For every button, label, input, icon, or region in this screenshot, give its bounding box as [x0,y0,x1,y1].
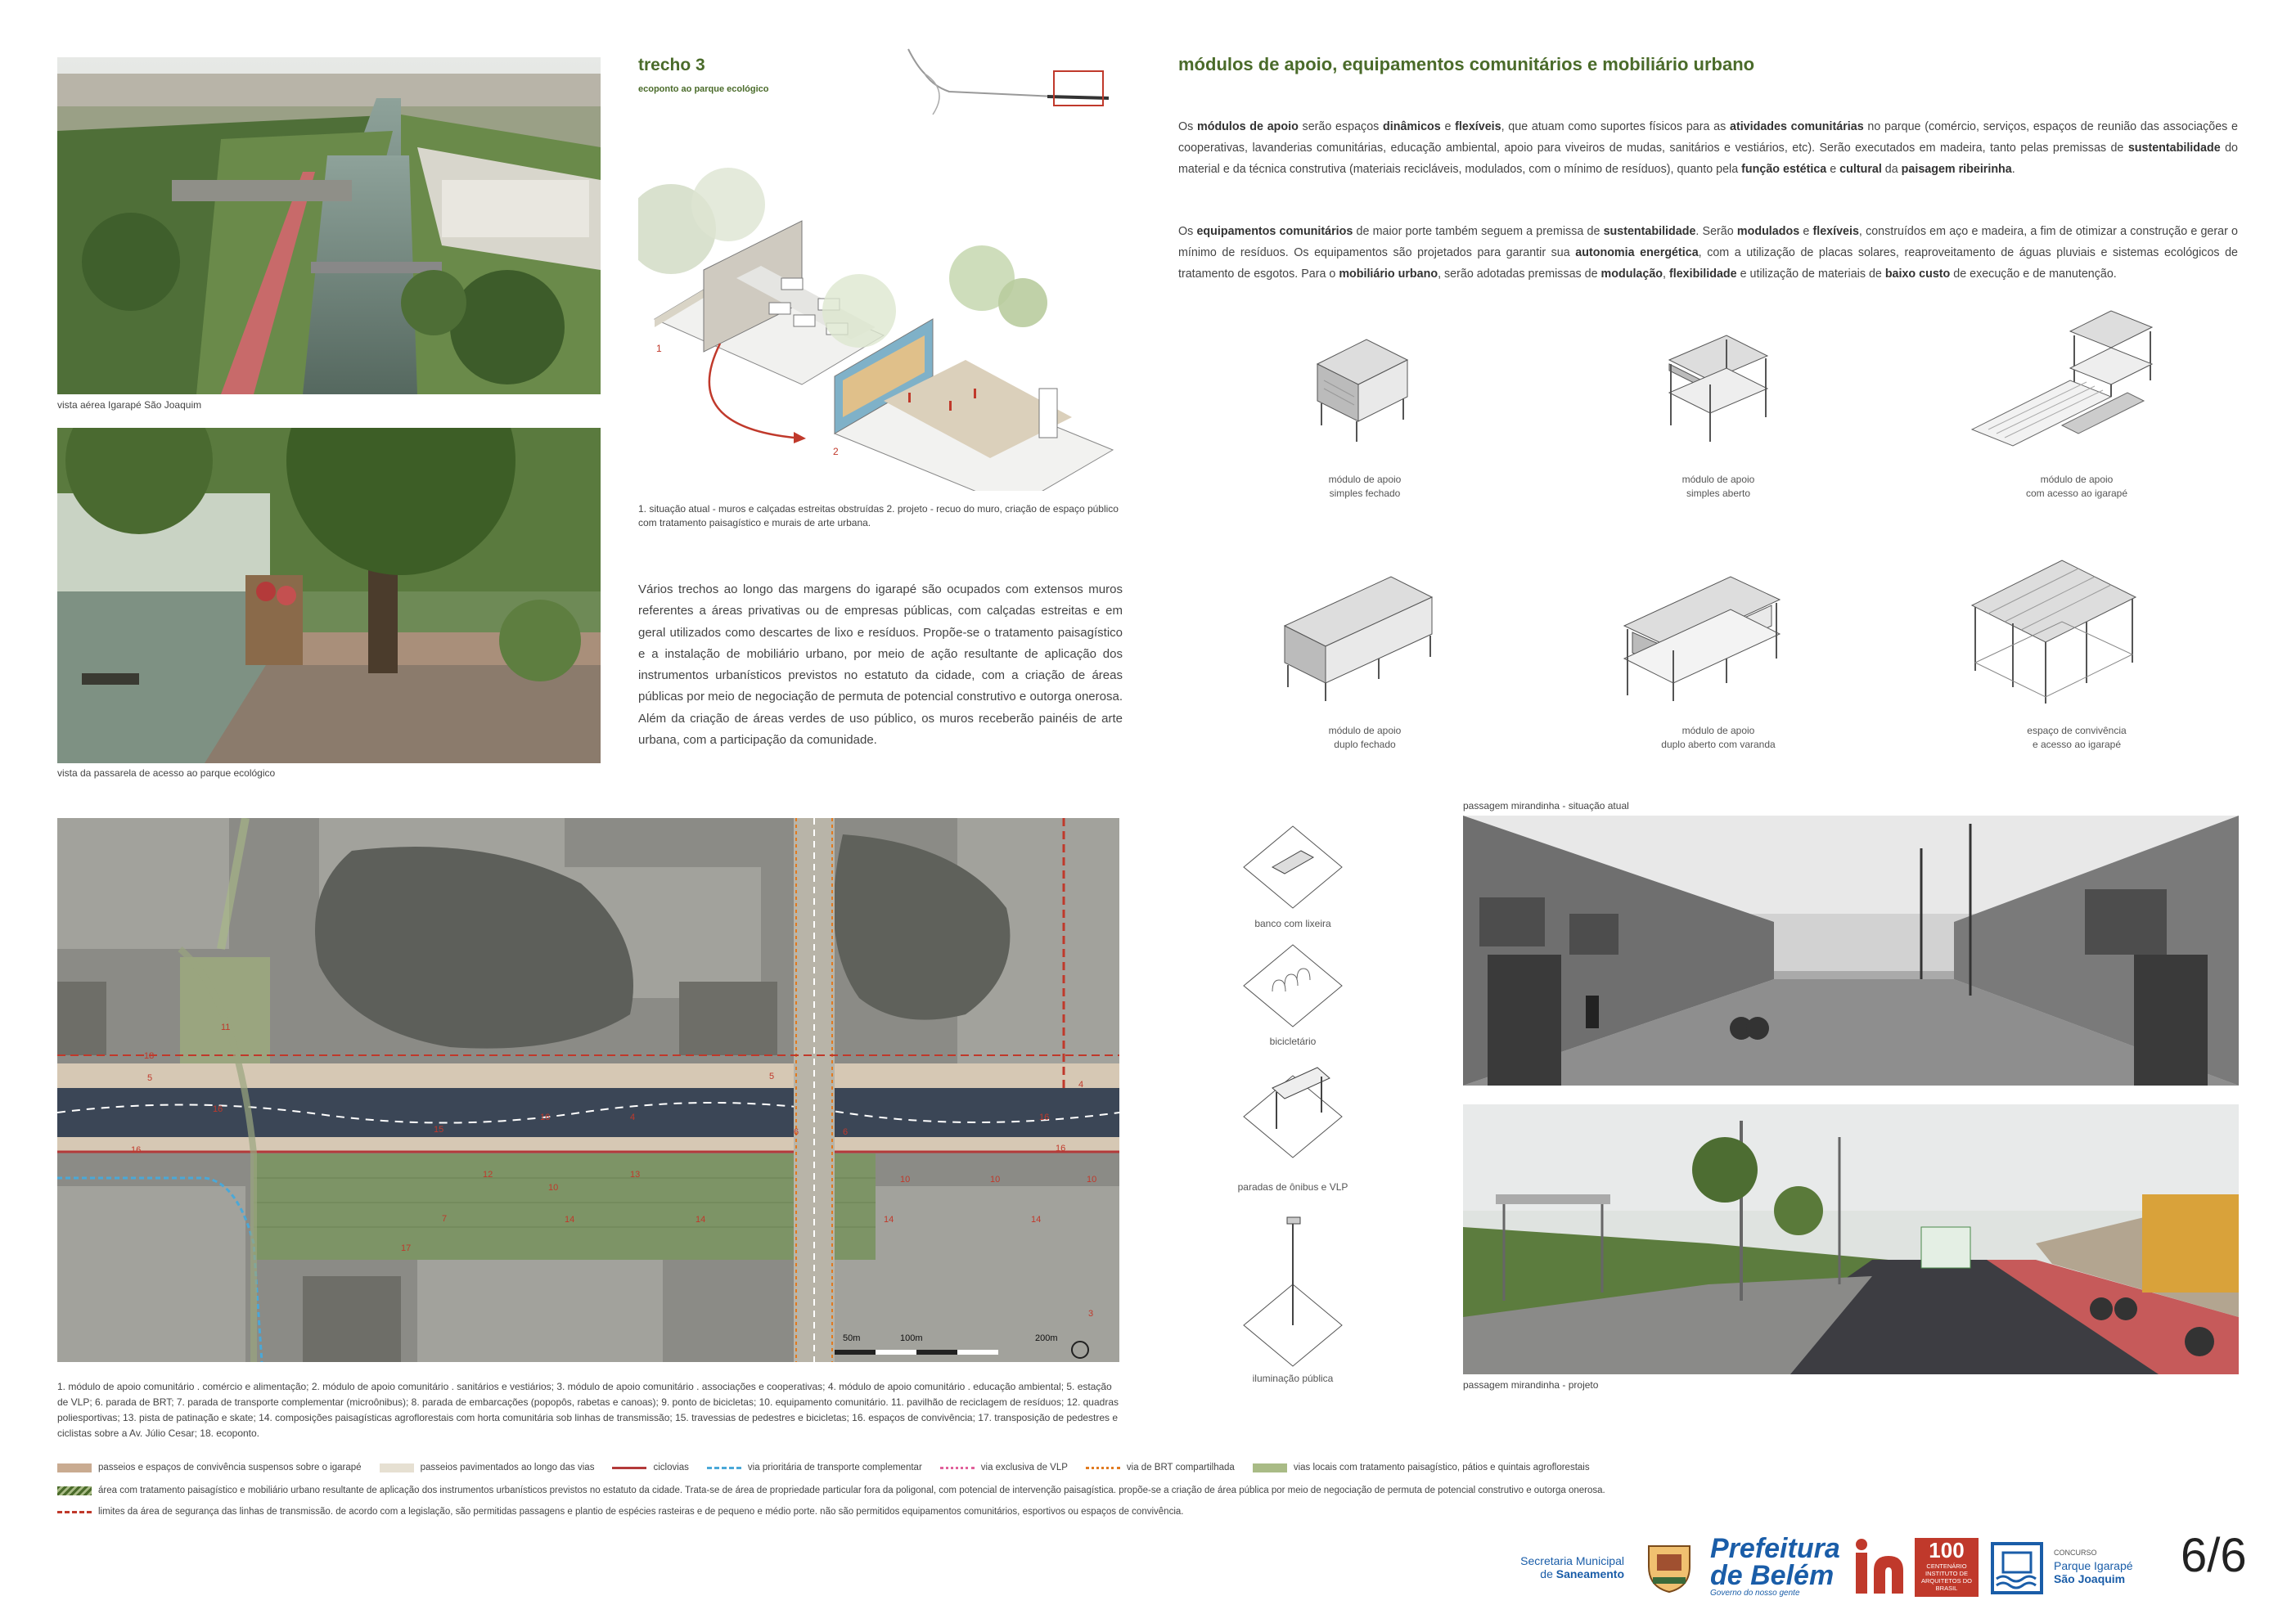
street-project-photo [1463,1104,2239,1374]
map-number: 13 [630,1170,641,1180]
paragraph-run: módulos de apoio [1197,120,1299,133]
paragraph-run: sustentabilidade [1603,225,1696,238]
bench-icon [1240,822,1346,912]
paragraph-run: equipamentos comunitários [1196,225,1353,238]
paragraph-run: função estética [1741,163,1827,176]
map-number: 16 [131,1145,142,1155]
paragraph-run: . Serão [1695,225,1737,238]
map-notes: 1. módulo de apoio comunitário . comércio e alimentação; 2. módulo de apoio comunitário . sanitários e vestiários; 3. módulo de apoio comunitário . associações e cooperativas; 4. módulo de apoio comunitário . educação ambiental; 5. estação de VLP; 6. parada de BRT; 7. parada de transporte complementar (microônibus); 8. parada de embarcações (popopôs, rabetas e canoas); 9. ponto de bicicletas; 10. equipamento comunitário. 11. pavilhão de reciclagem de resíduos; 12. quadras poliesportivas; 13. pista de patinação e skate; 14. composições paisagísticas agroflorestais com horta comunitária sob linhas de transmissão; 15. travessias de pedestres e bicicletas; 16. espaços de convivência; 17. transposição de pedestres e ciclistas sobre a Av. Júlio Cesar; 18. ecoponto. [57,1381,1119,1439]
paragraph-run: de maior porte também seguem a premissa de [1353,225,1604,238]
map-number: 15 [434,1125,444,1135]
logo-sec-line1: Secretaria Municipal [1520,1554,1624,1567]
module-simple-open-icon [1653,327,1784,446]
paragraph-run: dinâmicos [1383,120,1441,133]
furniture-label-bus-stop: paradas de ônibus e VLP [1237,1181,1348,1193]
axon-diagram [638,155,1129,491]
map-number: 11 [221,1023,231,1032]
legend-label: vias locais com tratamento paisagístico, pátios e quintais agroflorestais [1293,1463,1590,1472]
paragraph-run: atividades comunitárias [1730,120,1864,133]
bus-stop-icon [1240,1055,1346,1162]
map-number: 17 [401,1243,412,1253]
legend-swatch-icon [380,1463,414,1472]
paragraph-modules [1178,116,2238,180]
street-current-photo [1463,816,2239,1086]
legend-label: via prioritária de transporte complementar [747,1463,922,1472]
boardwalk-caption: vista da passarela de acesso ao parque ecológico [57,767,276,779]
paragraph-run: modulação [1600,268,1663,281]
axon-label-2: 2 [833,446,839,457]
map-number: 6 [794,1127,799,1137]
map-number: 14 [696,1215,706,1225]
map-number: 4 [630,1113,636,1122]
legend-row-1 [57,1463,1939,1472]
module-double-open-veranda-icon [1616,569,1788,704]
legend-item [707,1463,922,1472]
left-paragraph: Vários trechos ao longo das margens do igarapé são ocupados com extensos muros referentes a áreas privativas ou de empresas públicas, com calçadas estreitas e em geral utilizados como descartes de lixo e resíduos. Propõe-se o tratamento paisagístico e a instalação de mobiliário urbano, por meio de ação resultante de aplicação dos instrumentos urbanísticos previstos no estatuto da cidade, com a criação de áreas públicas por meio de negociação de permuta de potencial construtivo e outorga onerosa. Além da criação de áreas verdes de uso público, os muros receberão painéis de arte urbana, com a participação da comunidade. [638,582,1123,748]
paragraph-run: e [1440,120,1456,133]
map-number: 10 [1087,1175,1097,1185]
parque-logo-icon [1990,1541,2044,1595]
map-number: 16 [540,1113,551,1122]
iab-logo-icon [1849,1538,1907,1595]
map-number: 10 [900,1175,911,1185]
paragraph-run: mobiliário urbano [1339,268,1438,281]
paragraph-run: flexíveis [1812,225,1859,238]
legend-row-2 [57,1486,1605,1495]
legend-item [612,1463,688,1472]
section-subtitle: ecoponto ao parque ecológico [638,84,769,94]
section-title: trecho 3 [638,56,705,74]
map-number: 5 [147,1073,153,1083]
paragraph-run: flexibilidade [1668,268,1737,281]
paragraph-run: da [1881,163,1902,176]
module-double-closed-icon [1276,569,1440,704]
paragraph-run: Os [1178,120,1197,133]
aerial-caption: vista aérea Igarapé São Joaquim [57,399,202,411]
map-number: 7 [442,1214,448,1224]
module-label-3: módulo de apoio com acesso ao igarapé [2025,474,2128,499]
module-simple-closed-icon [1301,331,1424,446]
paragraph-run: paisagem ribeirinha [1901,163,2012,176]
paragraph-run: cultural [1839,163,1882,176]
street-current-caption: passagem mirandinha - situação atual [1463,800,1629,812]
map-number: 3 [1088,1309,1094,1319]
legend-label: passeios pavimentados ao longo das vias [420,1463,595,1472]
map-number: 12 [483,1170,493,1180]
legend-label: via exclusiva de VLP [980,1463,1068,1472]
paragraph-run: e [1826,163,1840,176]
map-number: 14 [565,1215,575,1225]
legend-swatch-icon [1253,1463,1287,1472]
map-number: 4 [1078,1080,1084,1090]
legend-row-3 [57,1507,1183,1517]
legend-swatch-icon [57,1463,92,1472]
module-convivence-icon [1964,556,2144,708]
module-label-1: módulo de apoio simples fechado [1328,474,1402,499]
paragraph-run: modulados [1736,225,1800,238]
legend-item [1253,1463,1590,1472]
page-number: 6/6 [2181,1529,2247,1582]
aerial-photo [57,57,601,394]
paragraph-run: , [1663,268,1669,281]
legend-row-2-text: área com tratamento paisagístico e mobiliário urbano resultante de aplicação dos instrumentos urbanísticos previstos no estatuto da cidade. Trata-se de área de propriedade particular fora da poligonal, com potencial de intervenção paisagística. propõe-se a criação de área pública por meio de negociação de permuta de potencial construtivo e outorga onerosa. [98,1486,1605,1495]
module-label-4: módulo de apoio duplo fechado [1328,725,1402,750]
map-number: 14 [1031,1215,1042,1225]
paragraph-run: baixo custo [1884,268,1951,281]
logo-pref-tag: Governo do nosso gente [1710,1589,1800,1598]
parque-line1: Parque Igarapé [2054,1559,2133,1572]
map-number: 10 [990,1175,1001,1185]
paragraph-run: . [2011,163,2015,176]
paragraph-run: autonomia energética [1575,246,1699,259]
legend-item [380,1463,595,1472]
module-label-2: módulo de apoio simples aberto [1681,474,1755,499]
paragraph-run: e [1799,225,1813,238]
bike-rack-icon [1240,941,1346,1031]
furniture-label-bench: banco com lixeira [1254,918,1331,929]
map-number: 10 [548,1183,559,1193]
map-number: 16 [1056,1144,1066,1153]
map-number: 16 [1039,1113,1050,1122]
legend-item [57,1463,362,1472]
paragraph-run: de execução e de manutenção. [1950,268,2117,281]
paragraph-run: do material e da técnica construtiva (materiais recicláveis, modulados, com o mínimo de resíduos), quanto pela [1178,142,2238,176]
logo-pref-line2: de Belém [1710,1560,1835,1591]
paragraph-run: , com a utilização de placas solares, reaproveitamento de águas pluviais e sistemas ecológicos de tratamento de esgotos. Para o [1178,246,2239,281]
parque-line2: São Joaquim [2054,1572,2126,1585]
legend-label: ciclovias [653,1463,689,1472]
legend-hatch-icon [57,1486,92,1495]
map-scale-50: 50m [843,1333,861,1343]
paragraph-run: Os [1178,225,1197,238]
map-scale-100: 100m [900,1333,923,1343]
map-number: 18 [144,1051,155,1061]
legend-label: passeios e espaços de convivência suspensos sobre o igarapé [98,1463,362,1472]
legend-swatch-icon [707,1467,741,1469]
legend-item [1086,1463,1235,1472]
legend-row-3-text: limites da área de segurança das linhas de transmissão. de acordo com a legislação, são permitidas passagens e plantio de espécies rasteiras e de pequeno e médio porte. não são permitidos equipamentos comunitários, esportivos ou espaços de convivência. [98,1507,1184,1517]
logo-pref-line1: Prefeitura [1710,1533,1840,1564]
furniture-label-lighting: iluminação pública [1252,1373,1334,1384]
street-project-caption: passagem mirandinha - projeto [1463,1379,1599,1391]
paragraph-run: serão espaços [1298,120,1384,133]
paragraph-run: flexíveis [1455,120,1501,133]
paragraph-run: , construídos em aço e madeira, a fim de otimizar a construção e gerar o mínimo de resíduos. Os equipamentos são projetados para garantir sua [1178,225,2238,259]
iab-100: 100 [1929,1538,1965,1562]
legend-item [940,1463,1068,1472]
map-number: 14 [884,1215,894,1225]
map-number: 6 [843,1127,849,1137]
iab-text: CENTENÁRIO INSTITUTO DE ARQUITETOS DO BRASIL [1921,1562,1972,1592]
legend-swatch-icon [612,1467,646,1469]
paragraph-run: , serão adotadas premissas de [1438,268,1601,281]
paragraph-run: e utilização de materiais de [1736,268,1885,281]
legend-limit-icon [57,1511,92,1513]
paragraph-run: no parque (comércio, serviços, espaços de reunião das associações e cooperativas, lavanderias comunitárias, educação ambiental, apoio para viveiros de mudas, sanitários e vestiários, etc). Serão executados em madeira, tanto pelas premissas de [1178,120,2238,155]
coat-of-arms-icon [1641,1538,1698,1595]
module-label-6: espaço de convivência e acesso ao igarapé [2027,725,2127,750]
logo-iab-centenario [1915,1538,1979,1597]
logo-prefeitura [1710,1535,1840,1598]
concurso-label: CONCURSO [2054,1549,2097,1557]
paragraph-run: , que atuam como suportes físicos para as [1501,120,1730,133]
legend-label: via de BRT compartilhada [1126,1463,1235,1472]
axon-caption: 1. situação atual - muros e calçadas estreitas obstruídas 2. projeto - recuo do muro, criação de espaço público com tratamento paisagístico e murais de arte urbana. [638,503,1119,528]
legend-swatch-icon [1086,1467,1120,1469]
boardwalk-photo [57,428,601,763]
map-scale-200: 200m [1035,1333,1058,1343]
map-number: 16 [213,1104,223,1114]
paragraph-equipment [1178,221,2238,285]
logo-secretaria: Secretaria Municipal de Saneamento [1489,1554,1624,1580]
right-title: módulos de apoio, equipamentos comunitários e mobiliário urbano [1178,54,1755,74]
module-label-5: módulo de apoio duplo aberto com varanda [1661,725,1776,750]
axon-label-1: 1 [656,343,662,354]
legend-swatch-icon [940,1467,975,1469]
module-river-access-icon [1964,307,2160,450]
paragraph-run: sustentabilidade [2127,142,2221,155]
street-light-icon [1240,1211,1346,1374]
key-map [900,41,1121,123]
site-plan-map [57,818,1119,1362]
logo-concurso [2054,1546,2133,1585]
furniture-label-bike: bicicletário [1269,1036,1317,1047]
map-number: 5 [769,1072,775,1081]
